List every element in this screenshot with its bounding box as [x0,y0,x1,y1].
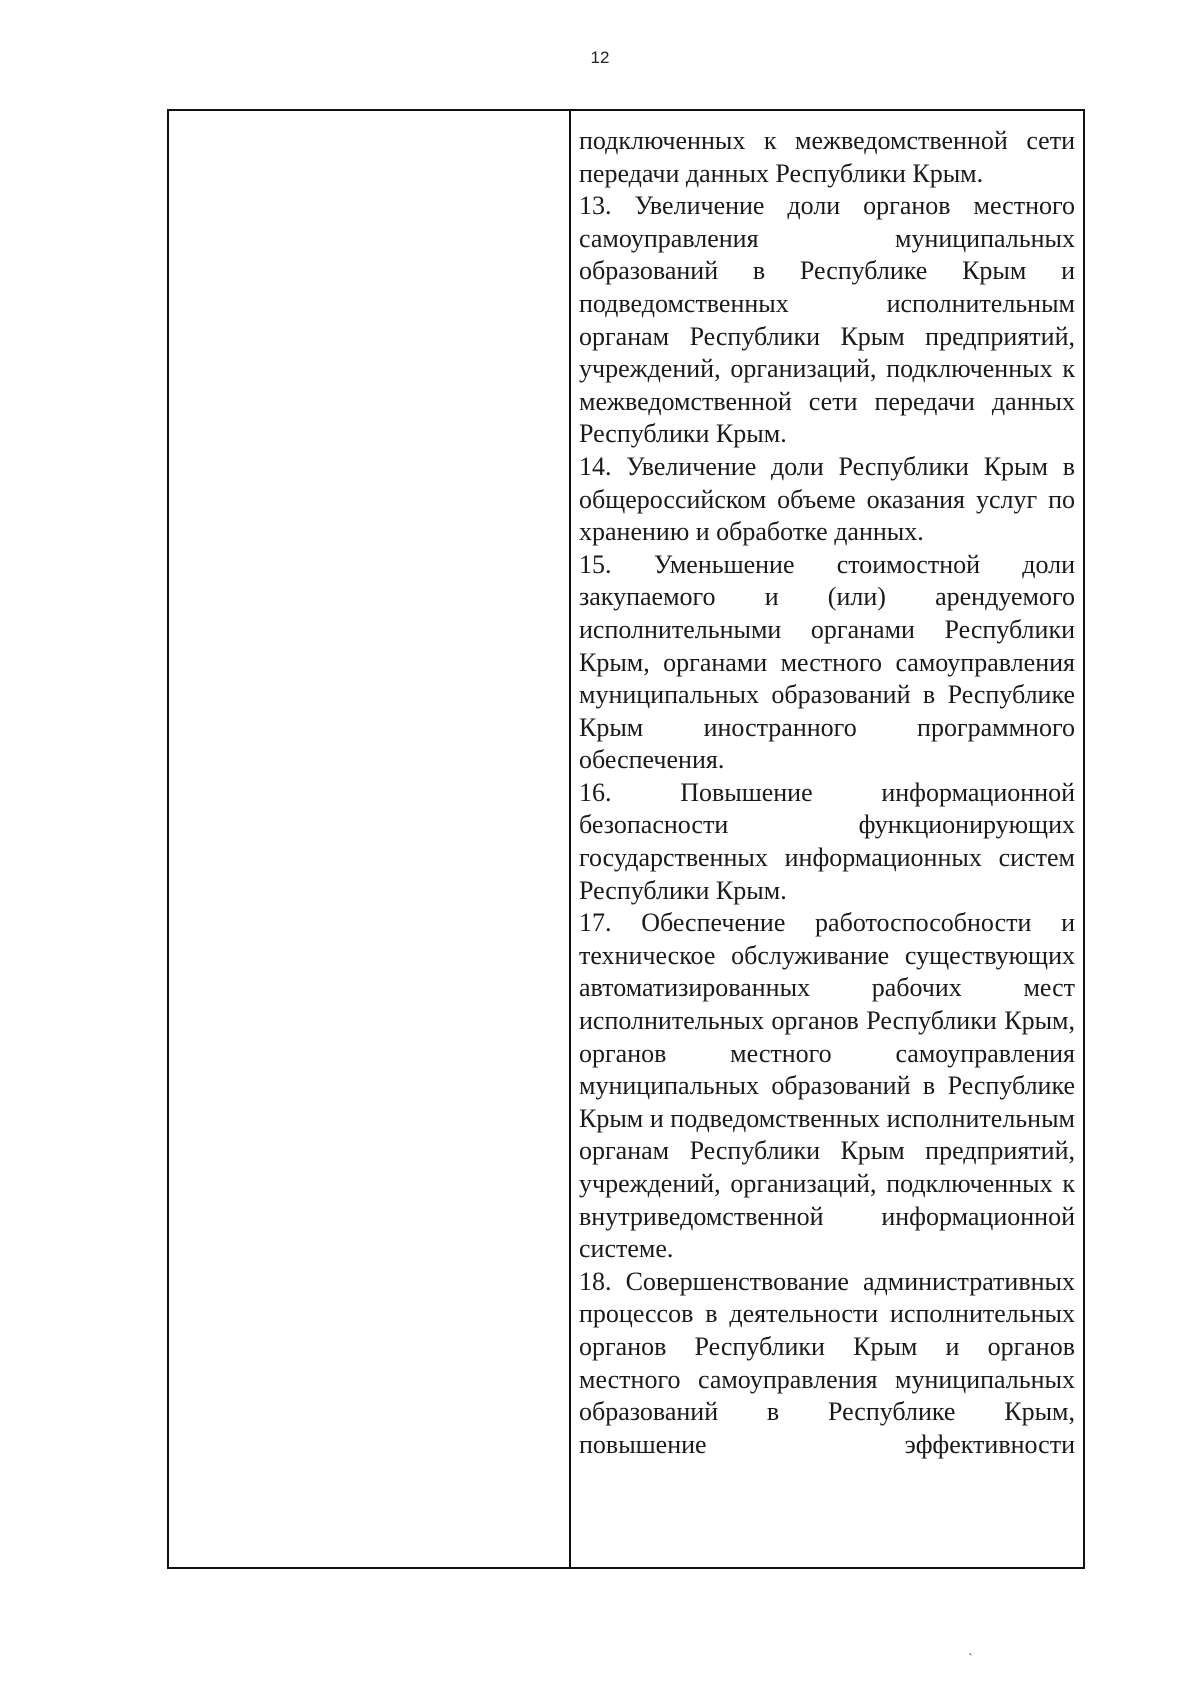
document-table [167,109,1085,1569]
scan-mark: ` [968,1652,973,1667]
table-cell-left [169,111,571,1567]
paragraph-item-15: 15. Уменьшение стоимостной доли закупаемого и (или) арендуемого исполнительными органами Республики Крым, органами местного самоуправления муниципальных образований в Республике Крым иностранного программного обеспечения. [579,549,1075,775]
table-cell-right [571,111,1083,1567]
paragraph-item-17: 17. Обеспечение работоспособности и техническое обслуживание существующих автоматизированных рабочих мест исполнительных органов Республики Крым, органов местного самоуправления муниципальных образований в Республике Крым и подведомственных исполнительным органам Республики Крым предприятий, учреждений, организаций, подключенных к внутриведомственной информационной системе. [579,908,1075,1264]
paragraph-item-18: 18. Совершенствование административных процессов в деятельности исполнительных органов Республики Крым и органов местного самоуправления муниципальных образований в Республике Крым, повышение эффективности [579,1266,1075,1459]
paragraph-item-13: 13. Увеличение доли органов местного самоуправления муниципальных образований в Республике Крым и подведомственных исполнительным органам Республики Крым предприятий, учреждений, организаций, подключенных к межведомственной сети передачи данных Республики Крым. [579,191,1075,449]
paragraph-continuation: подключенных к межведомственной сети передачи данных Республики Крым. [579,126,1075,188]
paragraph-item-16: 16. Повышение информационной безопасности функционирующих государственных информационных систем Республики Крым. [579,777,1075,905]
paragraph-item-14: 14. Увеличение доли Республики Крым в общероссийском объеме оказания услуг по хранению и обработке данных. [579,451,1075,547]
page-number: 12 [590,48,610,67]
